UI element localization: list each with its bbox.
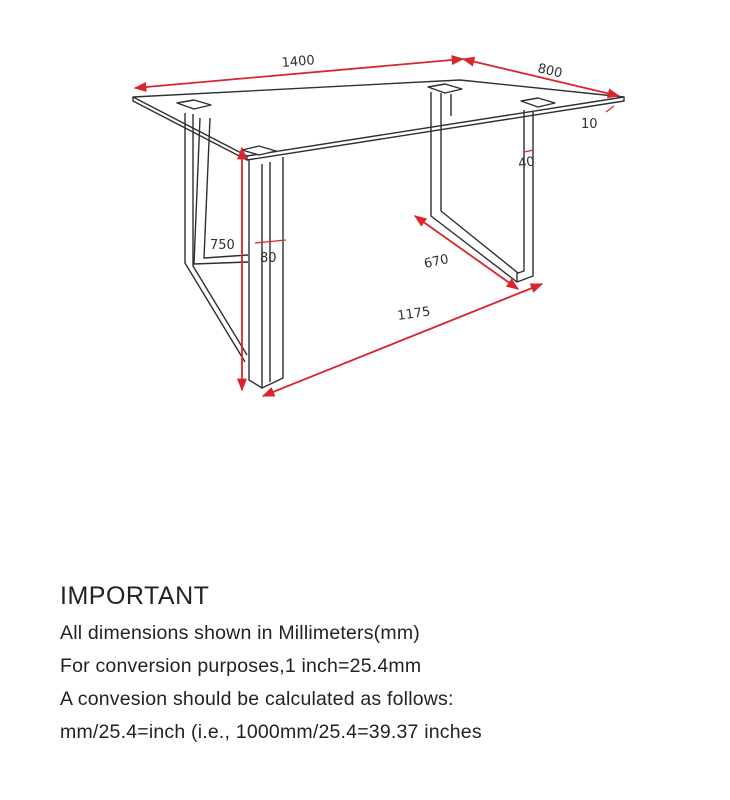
dim-label-depth: 800 (536, 61, 564, 82)
dim-label-span: 670 (422, 252, 451, 272)
dim-line-thickness (606, 106, 614, 112)
dim-label-thickness: 10 (581, 117, 598, 132)
notes-line: All dimensions shown in Millimeters(mm) (60, 622, 420, 644)
dim-label-leg-width: 80 (260, 251, 277, 266)
dim-line-span (415, 216, 518, 289)
leg-front-left (242, 146, 283, 388)
table-top (133, 80, 624, 156)
notes-line: A convesion should be calculated as follows: (60, 688, 454, 710)
dim-label-leg-depth: 40 (517, 154, 536, 172)
notes-line: For conversion purposes,1 inch=25.4mm (60, 655, 422, 677)
dim-label-inner-length: 1175 (396, 304, 432, 324)
notes-line: mm/25.4=inch (i.e., 1000mm/25.4=39.37 inches (60, 721, 482, 743)
important-notes (60, 582, 720, 749)
dim-label-length: 1400 (281, 53, 316, 71)
notes-heading: IMPORTANT (60, 582, 210, 610)
dim-label-height: 750 (210, 238, 235, 253)
dim-line-inner-length (263, 284, 542, 396)
table-drawing (133, 80, 624, 388)
